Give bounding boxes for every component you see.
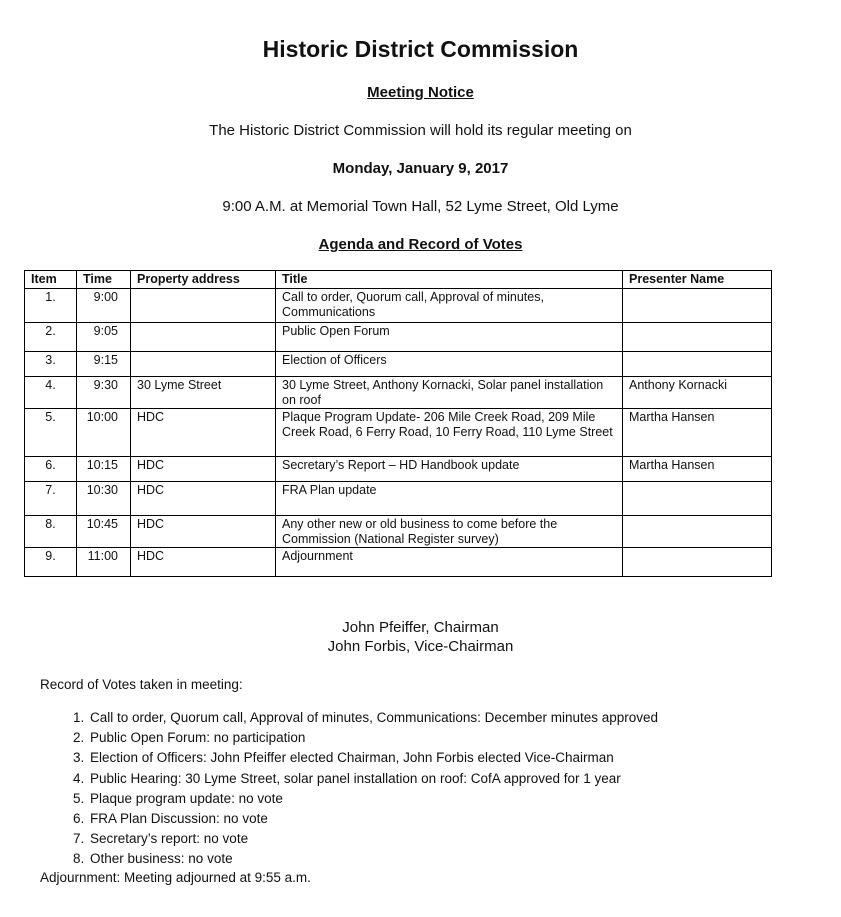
- votes-list: [40, 708, 841, 870]
- cell-time: 11:00: [77, 548, 131, 577]
- column-header-title: Title: [276, 271, 623, 289]
- cell-address: [131, 323, 276, 352]
- cell-item: 1.: [25, 289, 77, 323]
- cell-title: Any other new or old business to come before the Commission (National Register survey): [276, 516, 623, 548]
- column-header-time: Time: [77, 271, 131, 289]
- cell-presenter: Anthony Kornacki: [623, 377, 772, 409]
- table-row: [25, 482, 772, 516]
- meeting-location: 9:00 A.M. at Memorial Town Hall, 52 Lyme Street, Old Lyme: [222, 198, 619, 215]
- cell-item: 8.: [25, 516, 77, 548]
- cell-item: 3.: [25, 352, 77, 377]
- cell-address: HDC: [131, 457, 276, 482]
- cell-address: 30 Lyme Street: [131, 377, 276, 409]
- column-header-item: Item: [25, 271, 77, 289]
- meeting-notice-heading: Meeting Notice: [367, 84, 474, 101]
- cell-time: 10:30: [77, 482, 131, 516]
- cell-presenter: [623, 323, 772, 352]
- cell-time: 10:15: [77, 457, 131, 482]
- cell-title: Call to order, Quorum call, Approval of minutes, Communications: [276, 289, 623, 323]
- cell-title: 30 Lyme Street, Anthony Kornacki, Solar panel installation on roof: [276, 377, 623, 409]
- list-item: 1. Call to order, Quorum call, Approval of minutes, Communications: December minutes approved: [88, 708, 841, 728]
- cell-address: HDC: [131, 482, 276, 516]
- agenda-table: [24, 270, 772, 577]
- table-row: [25, 516, 772, 548]
- cell-presenter: [623, 289, 772, 323]
- cell-presenter: Martha Hansen: [623, 409, 772, 457]
- cell-presenter: Martha Hansen: [623, 457, 772, 482]
- cell-time: 10:45: [77, 516, 131, 548]
- cell-time: 9:15: [77, 352, 131, 377]
- list-item: 4. Public Hearing: 30 Lyme Street, solar panel installation on roof: CofA approved for 1 year: [88, 769, 841, 789]
- table-row: [25, 289, 772, 323]
- cell-item: 7.: [25, 482, 77, 516]
- cell-presenter: [623, 352, 772, 377]
- list-item: 2. Public Open Forum: no participation: [88, 728, 841, 748]
- cell-title: Plaque Program Update- 206 Mile Creek Road, 209 Mile Creek Road, 6 Ferry Road, 10 Ferry Road, 110 Lyme Street: [276, 409, 623, 457]
- cell-title: Public Open Forum: [276, 323, 623, 352]
- cell-address: HDC: [131, 516, 276, 548]
- cell-time: 9:00: [77, 289, 131, 323]
- chairman-name: John Pfeiffer, Chairman: [342, 619, 499, 636]
- signature-block: [0, 618, 841, 656]
- document-title: Historic District Commission: [262, 36, 579, 62]
- list-item: 3. Election of Officers: John Pfeiffer elected Chairman, John Forbis elected Vice-Chairman: [88, 748, 841, 768]
- adjournment-note: Adjournment: Meeting adjourned at 9:55 a.m.: [40, 870, 311, 885]
- cell-address: [131, 289, 276, 323]
- cell-address: HDC: [131, 548, 276, 577]
- table-row: [25, 323, 772, 352]
- cell-time: 9:05: [77, 323, 131, 352]
- cell-title: Secretary’s Report – HD Handbook update: [276, 457, 623, 482]
- cell-item: 5.: [25, 409, 77, 457]
- list-item: 7. Secretary’s report: no vote: [88, 829, 841, 849]
- cell-item: 6.: [25, 457, 77, 482]
- vice-chairman-name: John Forbis, Vice-Chairman: [327, 638, 514, 655]
- cell-address: HDC: [131, 409, 276, 457]
- record-of-votes-heading: Record of Votes taken in meeting:: [40, 677, 243, 692]
- agenda-header-row: [25, 271, 772, 289]
- cell-presenter: [623, 548, 772, 577]
- table-row: [25, 377, 772, 409]
- table-row: [25, 457, 772, 482]
- list-item: 5. Plaque program update: no vote: [88, 789, 841, 809]
- cell-title: FRA Plan update: [276, 482, 623, 516]
- cell-time: 10:00: [77, 409, 131, 457]
- table-row: [25, 548, 772, 577]
- agenda-heading: Agenda and Record of Votes: [318, 236, 523, 253]
- cell-item: 2.: [25, 323, 77, 352]
- list-item: 6. FRA Plan Discussion: no vote: [88, 809, 841, 829]
- meeting-date: Monday, January 9, 2017: [332, 160, 509, 177]
- table-row: [25, 352, 772, 377]
- cell-presenter: [623, 516, 772, 548]
- cell-title: Adjournment: [276, 548, 623, 577]
- table-row: [25, 409, 772, 457]
- column-header-address: Property address: [131, 271, 276, 289]
- intro-line: The Historic District Commission will hold its regular meeting on: [209, 122, 632, 139]
- cell-item: 9.: [25, 548, 77, 577]
- list-item: 8. Other business: no vote: [88, 849, 841, 869]
- column-header-presenter: Presenter Name: [623, 271, 772, 289]
- cell-presenter: [623, 482, 772, 516]
- cell-address: [131, 352, 276, 377]
- cell-time: 9:30: [77, 377, 131, 409]
- cell-item: 4.: [25, 377, 77, 409]
- cell-title: Election of Officers: [276, 352, 623, 377]
